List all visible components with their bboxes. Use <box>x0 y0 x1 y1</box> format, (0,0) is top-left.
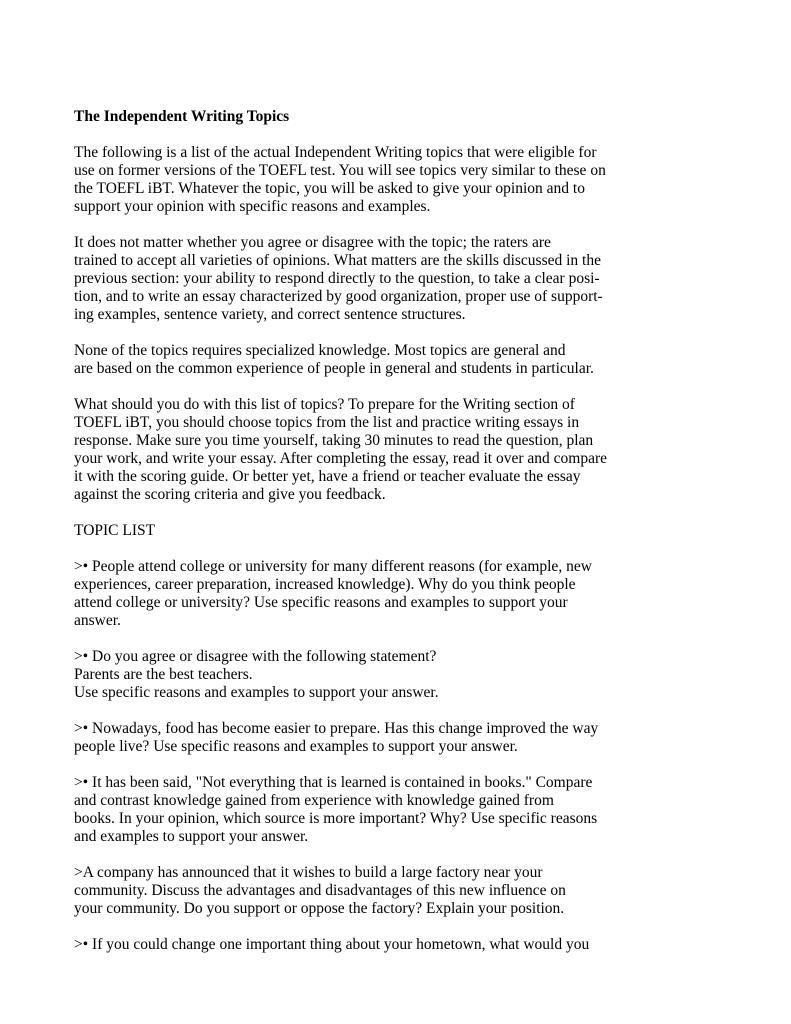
text-line: Use specific reasons and examples to support your answer. <box>74 684 439 701</box>
practice-paragraph <box>74 396 634 504</box>
text-line: >• Nowadays, food has become easier to prepare. Has this change improved the way <box>74 720 599 737</box>
text-line: use on former versions of the TOEFL test. You will see topics very similar to these on <box>74 162 606 179</box>
text-line: are based on the common experience of people in general and students in particular. <box>74 360 594 377</box>
text-line: TOPIC LIST <box>74 522 156 539</box>
text-line: >A company has announced that it wishes to build a large factory near your <box>74 864 543 881</box>
text-line: trained to accept all varieties of opinions. What matters are the skills discussed in the <box>74 252 601 269</box>
text-line: >• It has been said, "Not everything that is learned is contained in books." Compare <box>74 774 593 791</box>
text-line: community. Discuss the advantages and disadvantages of this new influence on <box>74 882 566 899</box>
text-line: support your opinion with specific reasons and examples. <box>74 198 431 215</box>
text-line: The following is a list of the actual Independent Writing topics that were eligible for <box>74 144 597 161</box>
opinion-paragraph <box>74 234 634 324</box>
text-line: previous section: your ability to respond directly to the question, to take a clear posi- <box>74 270 600 287</box>
text-line: and contrast knowledge gained from experience with knowledge gained from <box>74 792 554 809</box>
text-line: ing examples, sentence variety, and correct sentence structures. <box>74 306 466 323</box>
document-page <box>74 108 634 972</box>
text-line: Parents are the best teachers. <box>74 666 253 683</box>
topic-item <box>74 648 634 702</box>
text-line: attend college or university? Use specific reasons and examples to support your <box>74 594 568 611</box>
text-line: and examples to support your answer. <box>74 828 309 845</box>
text-line: your work, and write your essay. After completing the essay, read it over and compare <box>74 450 607 467</box>
text-line: books. In your opinion, which source is more important? Why? Use specific reasons <box>74 810 598 827</box>
text-line: >• Do you agree or disagree with the following statement? <box>74 648 437 665</box>
intro-paragraph <box>74 144 634 216</box>
topic-item <box>74 558 634 630</box>
text-line: it with the scoring guide. Or better yet, have a friend or teacher evaluate the essay <box>74 468 581 485</box>
topic-list-heading <box>74 522 634 540</box>
text-line: answer. <box>74 612 121 629</box>
knowledge-paragraph <box>74 342 634 378</box>
topic-item <box>74 936 634 954</box>
text-line: tion, and to write an essay characterized by good organization, proper use of support- <box>74 288 603 305</box>
text-line: people live? Use specific reasons and examples to support your answer. <box>74 738 518 755</box>
topic-item <box>74 774 634 846</box>
text-line: your community. Do you support or oppose the factory? Explain your position. <box>74 900 565 917</box>
text-line: response. Make sure you time yourself, taking 30 minutes to read the question, plan <box>74 432 594 449</box>
text-line: TOEFL iBT, you should choose topics from the list and practice writing essays in <box>74 414 580 431</box>
text-line: None of the topics requires specialized knowledge. Most topics are general and <box>74 342 566 359</box>
text-line: >• If you could change one important thing about your hometown, what would you <box>74 936 590 953</box>
text-line: the TOEFL iBT. Whatever the topic, you will be asked to give your opinion and to <box>74 180 585 197</box>
text-line: experiences, career preparation, increased knowledge). Why do you think people <box>74 576 576 593</box>
topic-item <box>74 720 634 756</box>
text-line: What should you do with this list of topics? To prepare for the Writing section of <box>74 396 575 413</box>
topic-item <box>74 864 634 918</box>
text-line: It does not matter whether you agree or disagree with the topic; the raters are <box>74 234 551 251</box>
text-line: against the scoring criteria and give you feedback. <box>74 486 386 503</box>
text-line: >• People attend college or university for many different reasons (for example, new <box>74 558 592 575</box>
document-title: The Independent Writing Topics <box>74 108 290 125</box>
